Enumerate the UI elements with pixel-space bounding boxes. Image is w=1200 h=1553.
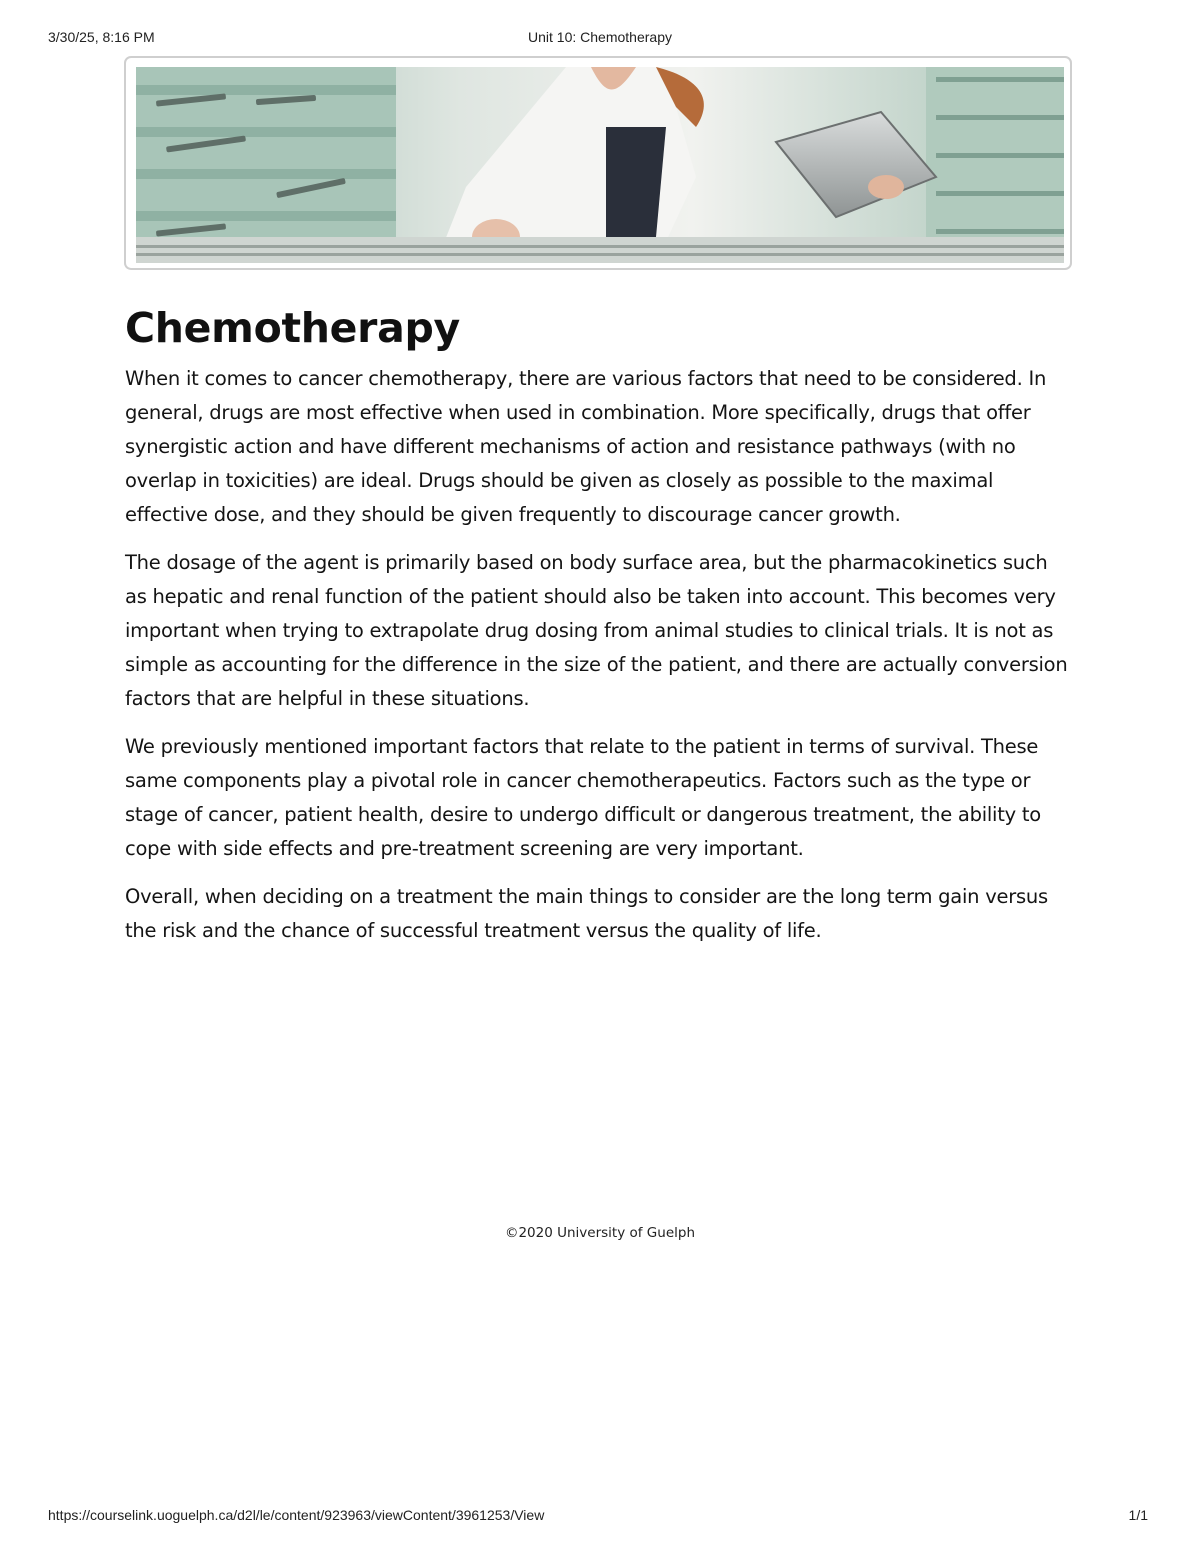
print-page-title: Unit 10: Chemotherapy xyxy=(528,29,672,45)
paragraph: When it comes to cancer chemotherapy, there are various factors that need to be considered. In general, drugs are most effective when used in combination. More specifically, drugs that offer synergistic action and have different mechanisms of action and resistance pathways (with no overlap in toxicities) are ideal. Drugs should be given as closely as possible to the maximal effective dose, and they should be given frequently to discourage cancer growth. xyxy=(125,367,1047,526)
paragraph: Overall, when deciding on a treatment the main things to consider are the long term gain versus the risk and the chance of successful treatment versus the quality of life. xyxy=(125,885,1048,942)
print-datetime: 3/30/25, 8:16 PM xyxy=(48,29,155,45)
page-number: 1/1 xyxy=(1128,1507,1148,1523)
print-footer xyxy=(0,1507,1200,1531)
copyright-notice: ©2020 University of Guelph xyxy=(504,1225,696,1241)
page-title: Chemotherapy xyxy=(125,304,460,352)
paragraph: We previously mentioned important factors that relate to the patient in terms of survival. These same components play a pivotal role in cancer chemotherapeutics. Factors such as the type or stage of cancer, patient health, desire to undergo difficult or dangerous treatment, the ability to cope with side effects and pre-treatment screening are very important. xyxy=(125,735,1041,860)
print-header xyxy=(0,29,1200,53)
paragraph: The dosage of the agent is primarily based on body surface area, but the pharmacokinetics such as hepatic and renal function of the patient should also be taken into account. This becomes very important when trying to extrapolate drug dosing from animal studies to clinical trials. It is not as simple as accounting for the difference in the size of the patient, and there are actually conversion factors that are helpful in these situations. xyxy=(125,551,1068,710)
pharmacist-photo-icon xyxy=(136,67,1064,263)
article xyxy=(125,300,1075,962)
banner-frame xyxy=(124,56,1072,270)
page-url: https://courselink.uoguelph.ca/d2l/le/content/923963/viewContent/3961253/View xyxy=(48,1507,545,1523)
